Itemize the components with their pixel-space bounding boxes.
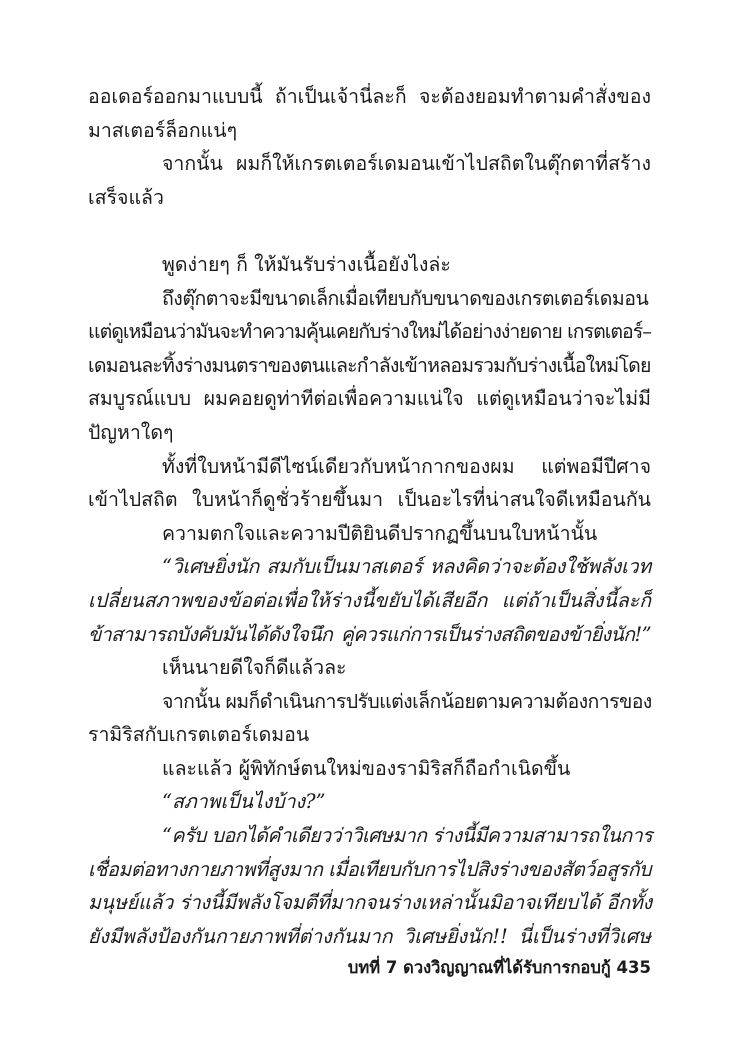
paragraph-start: พูดง่ายๆ ก็ ให้มันรับร่างเนื้อยังไงล่ะ xyxy=(162,252,451,276)
text-line: เสร็จแล้ว xyxy=(88,185,164,209)
text-line: สมบูรณ์แบบ ผมคอยดูท่าทีต่อเพื่อความแน่ใจ แต่ดูเหมือนว่าจะไม่มี xyxy=(88,387,651,411)
paragraph-start: จากนั้น ผมก็ให้เกรตเตอร์เดมอนเข้าไปสถิตในตุ๊กตาที่สร้าง xyxy=(162,152,651,176)
text-line: เดมอนละทิ้งร่างมนตราของตนและกำลังเข้าหลอมรวมกับร่างเนื้อใหม่โดย xyxy=(88,353,651,377)
dialogue-line: เชื่อมต่อทางกายภาพที่สูงมาก เมื่อเทียบกับการไปสิงร่างของสัตว์อสูรกับ xyxy=(88,857,652,881)
blank-line xyxy=(88,214,651,248)
text-line: ออเดอร์ออกมาแบบนี้ ถ้าเป็นเจ้านี่ละก็ จะต้องยอมทำตามคำสั่งของ xyxy=(88,85,651,108)
text-line: ปัญหาใดๆ xyxy=(88,420,174,444)
paragraph-start: ทั้งที่ใบหน้ามีดีไซน์เดียวกับหน้ากากของผม แต่พอมีปีศาจ xyxy=(162,454,651,478)
paragraph-start: ความตกใจและความปีติยินดีปรากฏขึ้นบนใบหน้านั้น xyxy=(162,521,598,545)
paragraph-start: ถึงตุ๊กตาจะมีขนาดเล็กเมื่อเทียบกับขนาดของเกรตเตอร์เดมอน xyxy=(162,286,649,310)
page-footer: บทที่ 7 ดวงวิญญาณที่ได้รับการกอบกู้ 435 xyxy=(347,958,651,977)
text-line: มาสเตอร์ล็อกแน่ๆ xyxy=(88,118,238,142)
dialogue-line: “วิเศษยิ่งนัก สมกับเป็นมาสเตอร์ หลงคิดว่าจะต้องใช้พลังเวท xyxy=(162,555,651,579)
page-body xyxy=(88,80,651,953)
text-line: รามิริสกับเกรตเตอร์เดมอน xyxy=(88,723,310,747)
paragraph-start: และแล้ว ผู้พิทักษ์ตนใหม่ของรามิริสก็ถือกำเนิดขึ้น xyxy=(162,756,571,780)
dialogue-line: “ครับ บอกได้คำเดียวว่าวิเศษมาก ร่างนี้มีความสามารถในการ xyxy=(162,824,653,848)
text-line: เข้าไปสถิต ใบหน้าก็ดูชั่วร้ายขึ้นมา เป็นอะไรที่น่าสนใจดีเหมือนกัน xyxy=(88,488,651,512)
dialogue-line: เปลี่ยนสภาพของข้อต่อเพื่อให้ร่างนี้ขยับได้เสียอีก แต่ถ้าเป็นสิ่งนี้ละก็ xyxy=(88,588,651,612)
text-line: แต่ดูเหมือนว่ามันจะทำความคุ้นเคยกับร่างใหม่ได้อย่างง่ายดาย เกรตเตอร์– xyxy=(88,320,651,344)
dialogue-line: “สภาพเป็นไงบ้าง?” xyxy=(162,790,326,814)
dialogue-line: ยังมีพลังป้องกันกายภาพที่ต่างกันมาก วิเศษยิ่งนัก!! นี่เป็นร่างที่วิเศษ xyxy=(88,924,651,948)
dialogue-line: มนุษย์แล้ว ร่างนี้มีพลังโจมตีที่มากจนร่างเหล่านั้นมิอาจเทียบได้ อีกทั้ง xyxy=(88,891,653,915)
paragraph-start: จากนั้น ผมก็ดำเนินการปรับแต่งเล็กน้อยตามความต้องการของ xyxy=(162,689,652,713)
dialogue-line: ข้าสามารถบังคับมันได้ดังใจนึก คู่ควรแก่การเป็นร่างสถิตของข้ายิ่งนัก!” xyxy=(88,622,651,646)
paragraph-start: เห็นนายดีใจก็ดีแล้วละ xyxy=(162,656,347,680)
